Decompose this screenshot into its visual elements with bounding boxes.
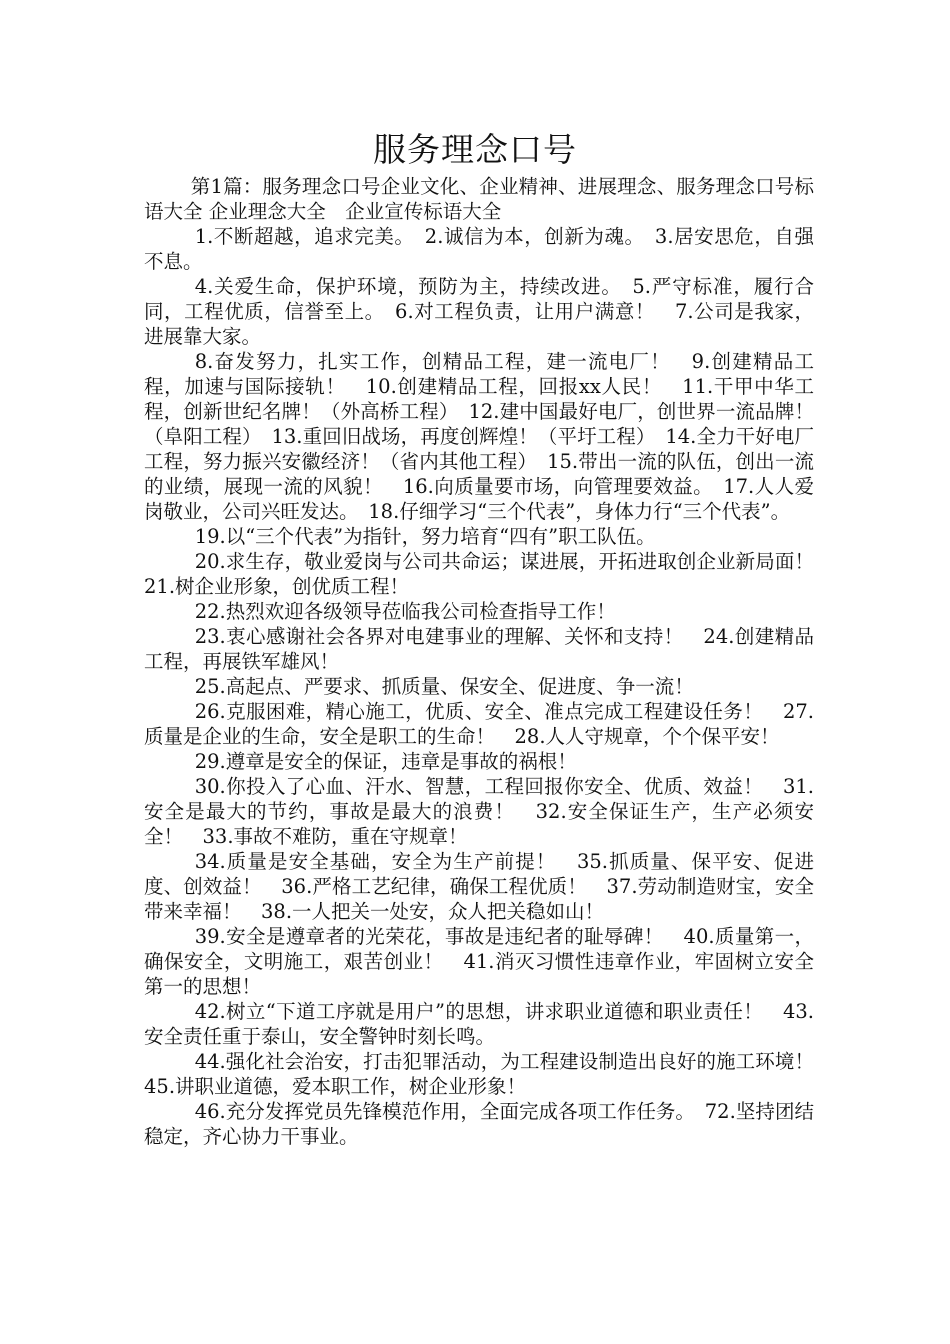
paragraph: 30.你投入了心血、汗水、智慧，工程回报你安全、优质、效益！ 31.安全是最大的节约，事故是最大的浪费！ 32.安全保证生产，生产必须安全！ 33.事故不难防，重在守规章！ <box>144 775 814 848</box>
paragraph: 22.热烈欢迎各级领导莅临我公司检查指导工作！ <box>194 600 616 623</box>
paragraph: 29.遵章是安全的保证，违章是事故的祸根！ <box>194 750 577 773</box>
paragraph: 23.衷心感谢社会各界对电建事业的理解、关怀和支持！ 24.创建精品工程，再展铁军雄风！ <box>144 625 814 673</box>
paragraph: 44.强化社会治安，打击犯罪活动，为工程建设制造出良好的施工环境！ 45.讲职业道德，爱本职工作，树企业形象！ <box>144 1050 834 1098</box>
paragraph: 1.不断超越，追求完美。 2.诚信为本，创新为魂。 3.居安思危，自强不息。 <box>144 225 814 273</box>
paragraph: 46.充分发挥党员先锋模范作用，全面完成各项工作任务。 72.坚持团结稳定，齐心协力干事业。 <box>144 1100 814 1148</box>
paragraph: 34.质量是安全基础，安全为生产前提！ 35.抓质量、保平安、促进度、创效益！ 36.严格工艺纪律，确保工程优质！ 37.劳动制造财宝，安全带来幸福！ 38.一人把关一处安，众人把关稳如山！ <box>144 850 814 923</box>
paragraph: 20.求生存，敬业爱岗与公司共命运；谋进展，开拓进取创企业新局面！ 21.树企业形象，创优质工程！ <box>144 550 834 598</box>
paragraph: 19.以“三个代表”为指针，努力培育“四有”职工队伍。 <box>194 525 656 548</box>
paragraph: 8.奋发努力，扎实工作，创精品工程，建一流电厂！ 9.创建精品工程，加速与国际接轨！ 10.创建精品工程，回报xx人民！ 11.干甲中华工程，创新世纪名牌！（外高桥工程） 12.建中国最好电厂，创世界一流品牌！（阜阳工程） 13.重回旧战场，再度创辉煌！（平圩工程） 14.全力干好电厂工程，努力振兴安徽经济！（省内其他工程） 15.带出一流的队伍，创出一流的业绩，展现一流的风貌！ 16.向质量要市场，向管理要效益。 17.人人爱岗敬业，公司兴旺发达。 18.仔细学习“三个代表”，身体力行“三个代表”。 <box>144 350 814 523</box>
paragraph: 26.克服困难，精心施工，优质、安全、准点完成工程建设任务！ 27.质量是企业的生命，安全是职工的生命！ 28.人人守规章，个个保平安！ <box>144 700 814 748</box>
paragraph-intro: 第1篇：服务理念口号企业文化、企业精神、进展理念、服务理念口号标语大全 企业理念大全 企业宣传标语大全 <box>144 175 814 223</box>
paragraph: 25.高起点、严要求、抓质量、保安全、促进度、争一流！ <box>194 675 694 698</box>
paragraph: 42.树立“下道工序就是用户”的思想，讲求职业道德和职业责任！ 43.安全责任重于泰山，安全警钟时刻长鸣。 <box>144 1000 814 1048</box>
document-body <box>144 174 834 1149</box>
page-title: 服务理念口号 <box>373 130 577 169</box>
paragraph: 4.关爱生命，保护环境，预防为主，持续改进。 5.严守标准，履行合同，工程优质，信誉至上。 6.对工程负责，让用户满意！ 7.公司是我家，进展靠大家。 <box>144 275 814 348</box>
paragraph: 39.安全是遵章者的光荣花，事故是违纪者的耻辱碑！ 40.质量第一，确保安全，文明施工，艰苦创业！ 41.消灭习惯性违章作业，牢固树立安全第一的思想！ <box>144 925 814 998</box>
